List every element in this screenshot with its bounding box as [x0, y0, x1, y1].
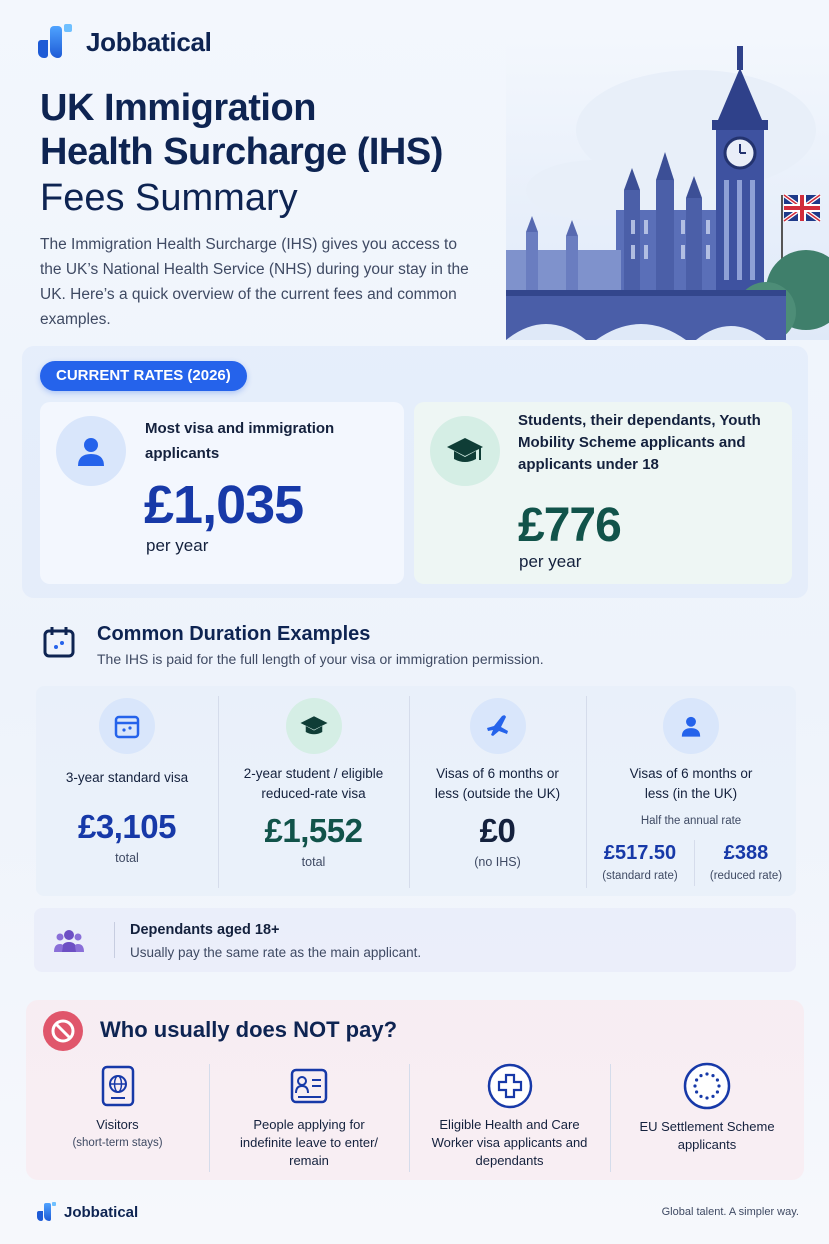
duration-label: Visas of 6 months or less (outside the UK) — [434, 766, 561, 801]
current-rates-badge: CURRENT RATES (2026) — [40, 361, 247, 391]
half-reduced-note: (reduced rate) — [709, 870, 783, 882]
exemption-sublabel: (short-term stays) — [72, 1137, 163, 1149]
standard-rate-card — [40, 402, 404, 584]
page-title — [40, 86, 510, 222]
exemptions-title: Who usually does NOT pay? — [100, 1017, 398, 1042]
duration-label: Visas of 6 months or less (in the UK) — [629, 766, 753, 801]
standard-rate-label: Most visa and immigration applicants — [145, 420, 335, 462]
brand-logo[interactable] — [36, 24, 212, 60]
exemption-indefinite-leave — [209, 1062, 409, 1172]
intro-text: The Immigration Health Surcharge (IHS) gives you access to the UK’s National Health Service (NHS) during your stay in the UK. Here’s a quick overview of the current fees and common examples. — [40, 236, 469, 328]
passport-icon — [94, 1062, 142, 1110]
half-reduced-amount: £388 — [723, 842, 769, 864]
brand-name: Jobbatical — [86, 26, 212, 57]
standard-rate-amount: £1,035 — [144, 475, 304, 535]
exemption-label: Eligible Health and Care Worker visa applicants and dependants — [431, 1117, 588, 1168]
standard-rate-period: per year — [146, 536, 209, 555]
eu-stars-icon — [683, 1062, 731, 1110]
medical-cross-icon — [486, 1062, 534, 1110]
person-icon — [663, 698, 719, 754]
reduced-rate-label: Students, their dependants, Youth Mobility Scheme applicants and applicants under 18 — [518, 412, 761, 473]
divider — [694, 840, 695, 886]
dependants-callout — [34, 908, 796, 972]
duration-note: (no IHS) — [474, 855, 521, 869]
reduced-rate-period: per year — [519, 552, 582, 571]
exemption-label: EU Settlement Scheme applicants — [639, 1119, 775, 1152]
airplane-icon — [470, 698, 526, 754]
jobbatical-logo-icon — [36, 24, 76, 60]
duration-6-months-outside — [409, 686, 586, 896]
london-illustration — [506, 40, 829, 340]
half-standard-note: (standard rate) — [602, 870, 678, 882]
duration-note: total — [301, 855, 326, 869]
no-entry-icon — [43, 1011, 83, 1051]
id-card-icon — [285, 1062, 333, 1110]
exemption-eu-settlement — [610, 1062, 804, 1172]
duration-3-year-standard — [36, 686, 218, 896]
footer-brand-name: Jobbatical — [64, 1203, 139, 1221]
footer-brand[interactable] — [36, 1202, 138, 1222]
reduced-rate-card — [414, 402, 792, 584]
duration-amount: £3,105 — [78, 808, 176, 845]
duration-amount: £0 — [479, 812, 516, 849]
title-line-3: Fees Summary — [40, 177, 298, 219]
durations-title: Common Duration Examples — [97, 623, 371, 645]
exemption-health-care-worker — [409, 1062, 610, 1172]
duration-label: 2-year student / eligible reduced-rate visa — [243, 766, 384, 801]
half-rate-note: Half the annual rate — [640, 815, 742, 827]
graduation-cap-icon — [430, 416, 500, 486]
exemption-label: Visitors — [96, 1117, 139, 1132]
jobbatical-logo-icon — [36, 1202, 58, 1222]
title-line-2: Health Surcharge (IHS) — [40, 131, 443, 173]
graduation-cap-icon — [286, 698, 342, 754]
dependants-text: Usually pay the same rate as the main applicant. — [130, 945, 422, 960]
person-icon — [56, 416, 126, 486]
calendar-icon — [99, 698, 155, 754]
durations-subtitle: The IHS is paid for the full length of your visa or immigration permission. — [97, 651, 544, 667]
half-standard-amount: £517.50 — [603, 842, 677, 864]
duration-label: 3-year standard visa — [65, 770, 189, 785]
group-icon — [54, 926, 84, 959]
exemption-label: People applying for indefinite leave to enter/ remain — [239, 1117, 379, 1168]
dependants-title: Dependants aged 18+ — [130, 922, 280, 938]
exemption-visitors — [26, 1062, 209, 1172]
reduced-rate-amount: £776 — [518, 499, 621, 552]
duration-amount: £1,552 — [264, 812, 363, 849]
calendar-icon — [42, 625, 76, 664]
footer-tagline: Global talent. A simpler way. — [661, 1206, 799, 1218]
title-line-1: UK Immigration — [40, 87, 316, 129]
divider — [114, 922, 115, 958]
duration-note: total — [115, 851, 139, 865]
duration-2-year-student — [218, 686, 409, 896]
